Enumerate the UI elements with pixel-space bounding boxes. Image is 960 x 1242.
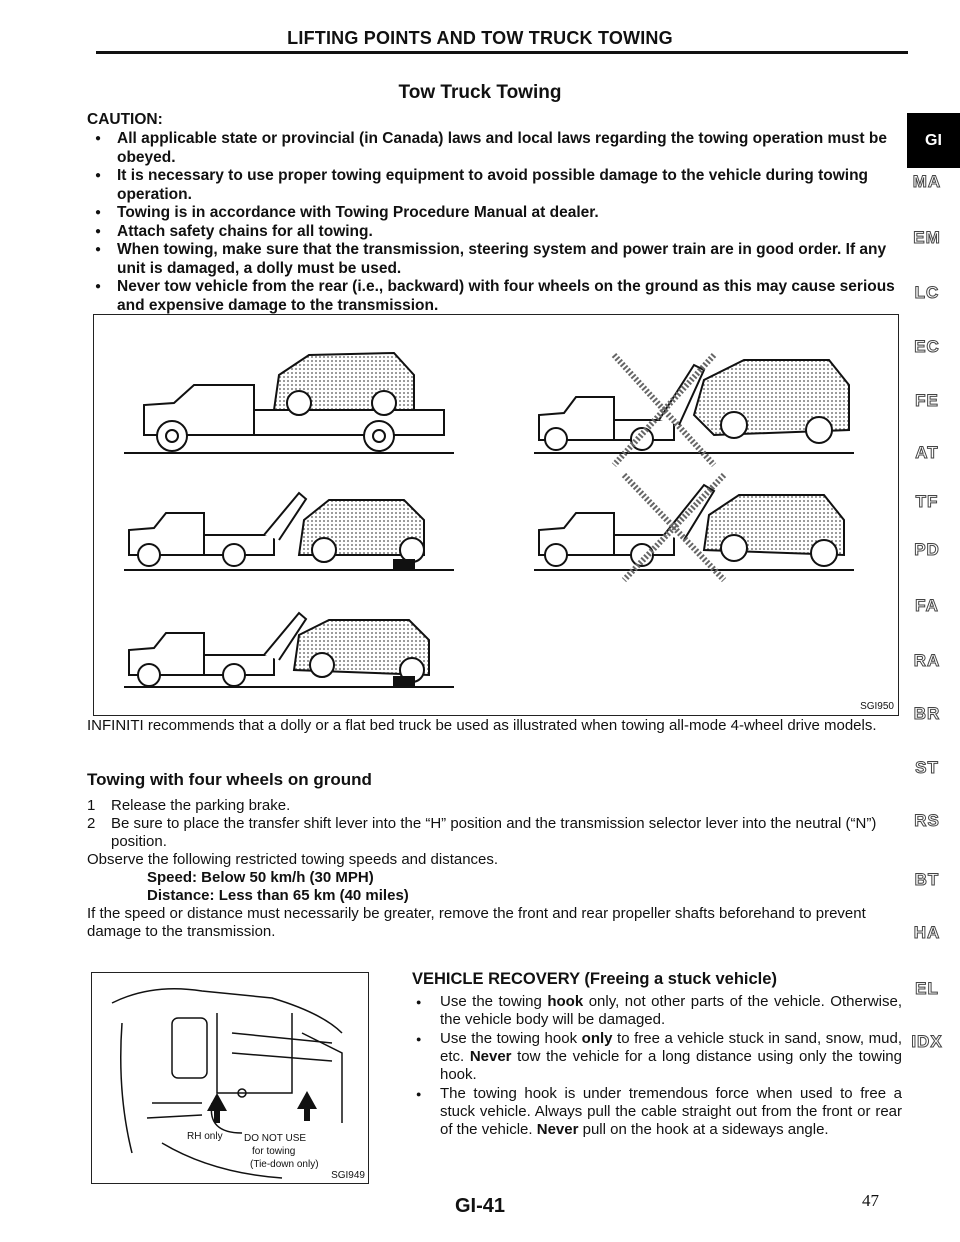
page-header-title: LIFTING POINTS AND TOW TRUCK TOWING bbox=[287, 28, 673, 48]
figure-code: SGI949 bbox=[331, 1170, 365, 1181]
wheel-lift-rear-illustration bbox=[534, 355, 854, 465]
caution-item-sub: ● Towing is in accordance with Towing Procedure Manual at dealer. bbox=[87, 204, 902, 223]
text-run: Use the towing bbox=[440, 993, 548, 1010]
flatbed-truck-illustration bbox=[124, 353, 454, 453]
bold-run: Never bbox=[536, 1121, 579, 1138]
step-text: Be sure to place the transfer shift lever into the “H” position and the transmission selector lever into the neutral (“N”) position. bbox=[111, 815, 877, 850]
caution-item: ● All applicable state or provincial (in Canada) laws and local laws regarding the towing operation must be obeyed. bbox=[87, 130, 902, 167]
towing-methods-figure bbox=[93, 314, 899, 716]
caution-item: ● Attach safety chains for all towing. bbox=[87, 223, 902, 242]
tab-idx[interactable]: IDX bbox=[911, 1032, 943, 1051]
text-run: pull on the hook at a sideways angle. bbox=[578, 1121, 829, 1138]
tab-ha[interactable]: HA bbox=[913, 923, 941, 942]
header-rule bbox=[96, 51, 908, 54]
section-title: Tow Truck Towing bbox=[398, 82, 562, 103]
dolly-tow-illustration bbox=[124, 493, 454, 570]
step-number: 2 bbox=[87, 815, 96, 832]
dolly-rear-illustration bbox=[124, 613, 454, 687]
tab-tf[interactable]: TF bbox=[915, 492, 939, 511]
tab-fe[interactable]: FE bbox=[915, 391, 939, 410]
tab-ec[interactable]: EC bbox=[914, 337, 940, 356]
towing-hook-figure bbox=[91, 972, 369, 1184]
bold-run: Never bbox=[469, 1048, 512, 1065]
tab-em[interactable]: EM bbox=[913, 228, 941, 247]
text-run: Use the towing hook bbox=[440, 1030, 582, 1047]
text-run: only, not other parts of the vehicle. Otherwise, the vehicle body will be damaged. bbox=[440, 993, 902, 1028]
step-text: Release the parking brake. bbox=[111, 797, 291, 814]
four-wheels-steps bbox=[87, 797, 902, 941]
do-not-use-label: DO NOT USE bbox=[244, 1133, 307, 1144]
observe-text: Observe the following restricted towing speeds and distances. bbox=[87, 851, 499, 868]
tab-el[interactable]: EL bbox=[915, 979, 939, 998]
bold-run: only bbox=[581, 1030, 613, 1047]
towing-note: If the speed or distance must necessarily be greater, remove the front and rear propeller shafts beforehand to prevent damage to the transmission. bbox=[87, 905, 866, 940]
figure-code: SGI950 bbox=[860, 701, 894, 712]
caution-label: CAUTION: bbox=[87, 111, 163, 128]
step-number: 1 bbox=[87, 797, 96, 814]
step-item bbox=[87, 815, 902, 851]
recovery-title: VEHICLE RECOVERY (Freeing a stuck vehicle) bbox=[412, 970, 777, 988]
section-index-tabs bbox=[903, 0, 960, 1242]
step-item bbox=[87, 797, 902, 815]
page-code: GI-41 bbox=[454, 1195, 506, 1217]
text-run: to free a vehicle stuck in sand, snow, mud, etc. bbox=[440, 1030, 902, 1065]
towing-illustration bbox=[94, 315, 897, 714]
tab-pd[interactable]: PD bbox=[914, 540, 940, 559]
tab-ma[interactable]: MA bbox=[912, 172, 942, 191]
recovery-item bbox=[412, 1085, 902, 1139]
distance-limit: Distance: Less than 65 km (40 miles) bbox=[147, 887, 409, 904]
recovery-item bbox=[412, 993, 902, 1029]
recovery-item bbox=[412, 1030, 902, 1084]
wheel-lift-front-illustration bbox=[534, 475, 854, 580]
hook-illustration bbox=[92, 973, 367, 1182]
tab-st[interactable]: ST bbox=[915, 758, 939, 777]
tab-fa[interactable]: FA bbox=[915, 596, 939, 615]
tab-lc[interactable]: LC bbox=[914, 283, 940, 302]
recovery-list bbox=[412, 993, 902, 1140]
tab-br[interactable]: BR bbox=[913, 704, 941, 723]
caution-item: ● Never tow vehicle from the rear (i.e., backward) with four wheels on the ground as this may cause serious and expensive damage to the transmission. bbox=[87, 278, 902, 315]
caution-item: ● It is necessary to use proper towing equipment to avoid possible damage to the vehicle during towing operation. bbox=[87, 167, 902, 204]
tab-gi-active[interactable]: GI bbox=[907, 113, 960, 168]
caution-item: ● When towing, make sure that the transmission, steering system and power train are in good order. If any unit is damaged, a dolly must be used. bbox=[87, 241, 902, 278]
four-wheels-heading: Towing with four wheels on ground bbox=[87, 770, 372, 789]
speed-limit: Speed: Below 50 km/h (30 MPH) bbox=[147, 869, 374, 886]
caution-list bbox=[87, 130, 902, 315]
text-run: The towing hook is under tremendous force when used to free a stuck vehicle. Always pull the cable straight out from the front or rear of the vehicle. bbox=[440, 1085, 902, 1138]
recommend-paragraph: INFINITI recommends that a dolly or a flat bed truck be used as illustrated when towing all-mode 4-wheel drive models. bbox=[87, 717, 877, 734]
page-number: 47 bbox=[862, 1191, 879, 1210]
tab-ra[interactable]: RA bbox=[913, 651, 941, 670]
tab-at[interactable]: AT bbox=[915, 443, 939, 462]
rh-only-label: RH only bbox=[187, 1131, 223, 1142]
text-run: tow the vehicle for a long distance using only the towing hook. bbox=[440, 1048, 902, 1083]
tab-rs[interactable]: RS bbox=[914, 811, 940, 830]
for-towing-label: for towing bbox=[252, 1146, 296, 1157]
tab-bt[interactable]: BT bbox=[914, 870, 940, 889]
tie-down-label: (Tie-down only) bbox=[250, 1159, 319, 1170]
bold-run: hook bbox=[547, 993, 584, 1010]
